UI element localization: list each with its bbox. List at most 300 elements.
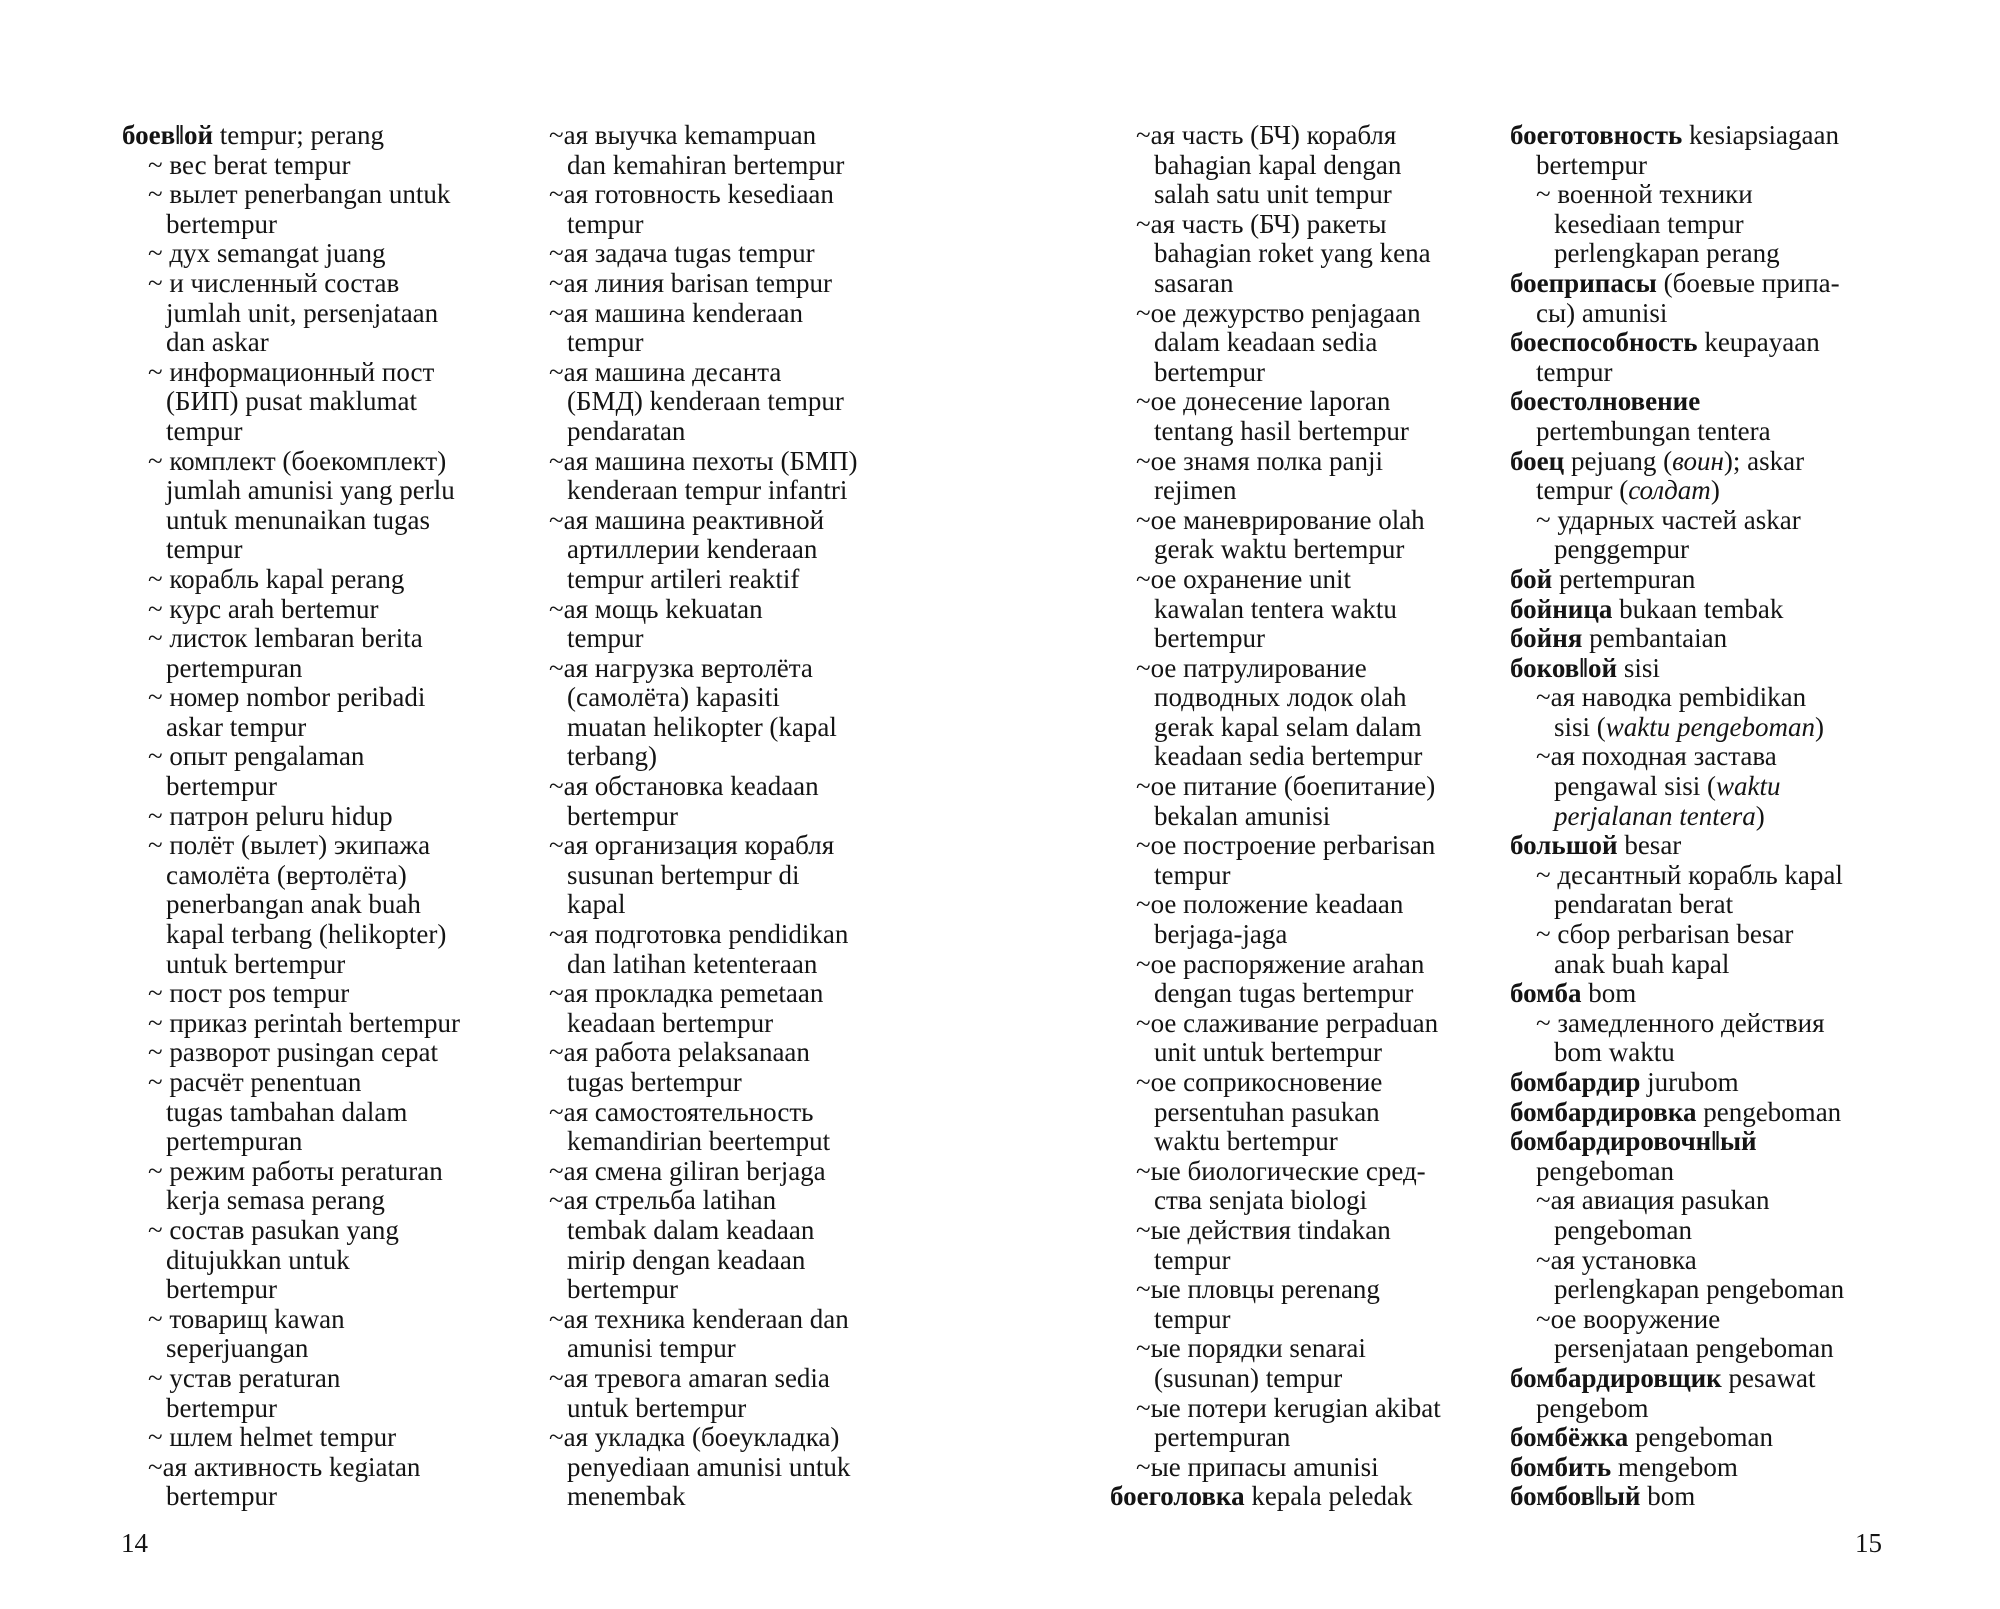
entry-text: ~ое вооружение bbox=[1536, 1303, 1721, 1334]
entry-text: gerak waktu bertempur bbox=[1154, 534, 1405, 565]
dictionary-entry-line bbox=[1110, 269, 1441, 299]
entry-italic-text: waktu pengeboman bbox=[1605, 711, 1815, 742]
entry-text: dengan tugas bertempur bbox=[1154, 978, 1414, 1009]
dictionary-entry-line bbox=[122, 1038, 460, 1068]
dictionary-headword-line bbox=[1510, 328, 1844, 358]
entry-text: ~ая подготовка pendidikan bbox=[549, 919, 849, 950]
dictionary-headword-line bbox=[1510, 595, 1844, 625]
dictionary-headword-line bbox=[1510, 387, 1844, 417]
entry-text: ditujukkan untuk bbox=[166, 1244, 350, 1275]
dictionary-entry-line bbox=[1510, 1246, 1844, 1276]
headword: бомбардир bbox=[1510, 1067, 1641, 1097]
dictionary-entry-line bbox=[122, 476, 460, 506]
entry-text: ~ вылет penerbangan untuk bbox=[148, 179, 451, 210]
headword: бомбов‖ый bbox=[1510, 1481, 1641, 1512]
entry-text: сы) amunisi bbox=[1536, 297, 1668, 328]
dictionary-entry-line bbox=[549, 328, 857, 358]
entry-text: muatan helikopter (kapal bbox=[567, 711, 837, 742]
entry-text: ~ая работа pelaksanaan bbox=[549, 1037, 810, 1068]
page-number-right: 15 bbox=[1855, 1528, 1882, 1558]
dictionary-entry-line bbox=[1510, 151, 1844, 181]
entry-text: keadaan bertempur bbox=[567, 1007, 774, 1038]
entry-text: ства senjata biologi bbox=[1154, 1185, 1368, 1216]
dictionary-entry-line bbox=[1510, 1009, 1844, 1039]
entry-text: ~ номер nombor peribadi bbox=[148, 682, 426, 713]
dictionary-entry-line bbox=[122, 1394, 460, 1424]
dictionary-entry-line bbox=[1110, 358, 1441, 388]
dictionary-entry-line bbox=[122, 239, 460, 269]
dictionary-entry-line bbox=[549, 210, 857, 240]
entry-text: pertempuran bbox=[166, 652, 303, 683]
entry-text: ~ые припасы amunisi bbox=[1136, 1451, 1379, 1482]
dictionary-entry-line bbox=[1110, 1275, 1441, 1305]
entry-text: untuk menunaikan tugas bbox=[166, 504, 430, 535]
entry-text: ~ая мощь kekuatan bbox=[549, 593, 763, 624]
entry-text: ~ая походная застава bbox=[1536, 741, 1777, 772]
dictionary-entry-line bbox=[122, 920, 460, 950]
entry-italic-text: воин bbox=[1672, 445, 1724, 476]
entry-text: tempur bbox=[567, 327, 644, 358]
dictionary-entry-line bbox=[549, 683, 857, 713]
entry-text: unit untuk bertempur bbox=[1154, 1037, 1382, 1068]
dictionary-entry-line bbox=[122, 535, 460, 565]
entry-text: ~ое патрулирование bbox=[1136, 652, 1367, 683]
entry-text: pertempuran bbox=[166, 1126, 303, 1157]
dictionary-headword-line bbox=[1510, 1423, 1844, 1453]
entry-text: mengebom bbox=[1611, 1451, 1738, 1482]
dictionary-entry-line bbox=[122, 654, 460, 684]
dictionary-entry-line bbox=[549, 1453, 857, 1483]
entry-text: mirip dengan keadaan bbox=[567, 1244, 806, 1275]
headword: боец bbox=[1510, 445, 1565, 476]
entry-text: ~ая стрельба latihan bbox=[549, 1185, 777, 1216]
entry-text: (БИП) pusat maklumat bbox=[166, 386, 417, 417]
entry-text: pesawat bbox=[1721, 1362, 1816, 1393]
entry-text: ~ые потери kerugian akibat bbox=[1136, 1392, 1441, 1423]
entry-text: sisi ( bbox=[1554, 711, 1606, 742]
entry-text: ~ая машина kenderaan bbox=[549, 297, 803, 328]
entry-text: bom waktu bbox=[1554, 1037, 1675, 1068]
entry-text: ~ая активность kegiatan bbox=[148, 1451, 421, 1482]
column-2 bbox=[549, 121, 857, 1512]
dictionary-entry-line bbox=[549, 476, 857, 506]
headword: боеспособность bbox=[1510, 327, 1698, 358]
entry-text: bukaan tembak bbox=[1612, 593, 1784, 624]
entry-text: ~ая часть (БЧ) корабля bbox=[1136, 120, 1397, 150]
dictionary-entry-line bbox=[1110, 239, 1441, 269]
dictionary-entry-line bbox=[1110, 920, 1441, 950]
entry-text: jurubom bbox=[1640, 1067, 1739, 1097]
headword: бой bbox=[1510, 563, 1553, 594]
entry-text: terbang) bbox=[567, 741, 657, 772]
dictionary-entry-line bbox=[549, 565, 857, 595]
entry-text: kemandirian beertemput bbox=[567, 1126, 831, 1157]
dictionary-entry-line bbox=[122, 1334, 460, 1364]
headword: боеприпасы bbox=[1510, 267, 1657, 298]
entry-text: bekalan amunisi bbox=[1154, 800, 1331, 831]
entry-text: ~ая машина реактивной bbox=[549, 504, 825, 535]
entry-text: pertempuran bbox=[1154, 1422, 1291, 1453]
entry-text: kerja semasa perang bbox=[166, 1185, 385, 1216]
entry-text: pendaratan berat bbox=[1554, 889, 1734, 920]
dictionary-entry-line bbox=[122, 772, 460, 802]
entry-text: pengeboman bbox=[1696, 1096, 1842, 1127]
entry-text: ~ое дежурство penjagaan bbox=[1136, 297, 1421, 328]
dictionary-entry-line bbox=[549, 1364, 857, 1394]
entry-text: ~ корабль kapal perang bbox=[148, 563, 405, 594]
dictionary-entry-line bbox=[549, 269, 857, 299]
dictionary-entry-line bbox=[1510, 713, 1844, 743]
entry-text: bertempur bbox=[567, 800, 678, 831]
headword: боков‖ой bbox=[1510, 652, 1618, 683]
dictionary-entry-line bbox=[1510, 476, 1844, 506]
entry-text: ~ые пловцы perenang bbox=[1136, 1274, 1380, 1305]
entry-text: ~ое донесение laporan bbox=[1136, 386, 1391, 417]
entry-text: ~ сбор perbarisan besar bbox=[1536, 919, 1794, 950]
dictionary-entry-line bbox=[122, 890, 460, 920]
entry-text: bertempur bbox=[166, 771, 277, 802]
dictionary-entry-line bbox=[122, 180, 460, 210]
entry-text: ~ое питание (боепитание) bbox=[1136, 771, 1436, 802]
entry-text: ~ая задача tugas tempur bbox=[549, 238, 815, 269]
entry-text: bahagian roket yang kena bbox=[1154, 238, 1431, 269]
dictionary-headword-line bbox=[1110, 1482, 1441, 1512]
entry-text: (боевые припа- bbox=[1656, 267, 1840, 298]
dictionary-headword-line bbox=[1510, 1127, 1844, 1157]
entry-text: tempur; perang bbox=[213, 120, 384, 150]
entry-text: persentuhan pasukan bbox=[1154, 1096, 1380, 1127]
entry-text: berjaga-jaga bbox=[1154, 919, 1288, 950]
dictionary-entry-line bbox=[122, 1423, 460, 1453]
dictionary-entry-line bbox=[1110, 447, 1441, 477]
entry-text: ~ая прокладка pemetaan bbox=[549, 978, 824, 1009]
entry-text: keupayaan bbox=[1697, 327, 1820, 358]
entry-text: pendaratan bbox=[567, 415, 686, 446]
dictionary-entry-line bbox=[122, 624, 460, 654]
entry-text: ~ые порядки senarai bbox=[1136, 1333, 1366, 1364]
dictionary-entry-line bbox=[1110, 328, 1441, 358]
dictionary-entry-line bbox=[1110, 861, 1441, 891]
dictionary-entry-line bbox=[122, 1068, 460, 1098]
dictionary-entry-line bbox=[1110, 1098, 1441, 1128]
dictionary-entry-line bbox=[122, 387, 460, 417]
entry-text: pengebom bbox=[1536, 1392, 1649, 1423]
entry-text: penyediaan amunisi untuk bbox=[567, 1451, 851, 1482]
dictionary-entry-line bbox=[1110, 595, 1441, 625]
dictionary-entry-line bbox=[1510, 861, 1844, 891]
entry-text: kepala peledak bbox=[1244, 1481, 1413, 1512]
dictionary-entry-line bbox=[549, 802, 857, 832]
dictionary-entry-line bbox=[549, 890, 857, 920]
entry-text-tail: ) bbox=[1710, 475, 1720, 506]
dictionary-entry-line bbox=[1110, 151, 1441, 181]
entry-text: salah satu unit tempur bbox=[1154, 179, 1392, 210]
entry-italic-text: perjalanan tentera bbox=[1554, 800, 1756, 831]
dictionary-entry-line bbox=[549, 624, 857, 654]
dictionary-entry-line bbox=[1510, 802, 1844, 832]
headword: бомбёжка bbox=[1510, 1422, 1629, 1453]
entry-text: bertempur bbox=[567, 1274, 678, 1305]
headword: бомбардировщик bbox=[1510, 1362, 1722, 1393]
dictionary-entry-line bbox=[1110, 654, 1441, 684]
dictionary-entry-line bbox=[1510, 239, 1844, 269]
dictionary-entry-line bbox=[549, 1275, 857, 1305]
dictionary-entry-line bbox=[122, 210, 460, 240]
dictionary-entry-line bbox=[122, 1275, 460, 1305]
entry-text: ~ое распоряжение arahan bbox=[1136, 948, 1425, 979]
entry-text: tugas bertempur bbox=[567, 1067, 742, 1097]
dictionary-entry-line bbox=[549, 387, 857, 417]
dictionary-entry-line bbox=[549, 1038, 857, 1068]
column-4 bbox=[1510, 121, 1844, 1512]
entry-text: tentang hasil bertempur bbox=[1154, 415, 1409, 446]
dictionary-entry-line bbox=[1110, 979, 1441, 1009]
dictionary-entry-line bbox=[1110, 802, 1441, 832]
dictionary-entry-line bbox=[1510, 1394, 1844, 1424]
entry-text: tempur bbox=[166, 415, 243, 446]
entry-text: tempur bbox=[166, 534, 243, 565]
entry-text: ~ая выучка kemampuan bbox=[549, 120, 817, 150]
entry-text: untuk bertempur bbox=[166, 948, 346, 979]
entry-text: артиллерии kenderaan bbox=[567, 534, 818, 565]
dictionary-entry-line bbox=[549, 713, 857, 743]
entry-text: bertempur bbox=[166, 1392, 277, 1423]
dictionary-headword-line bbox=[1510, 654, 1844, 684]
entry-text: kapal bbox=[567, 889, 626, 920]
entry-text: ~ая наводка pembidikan bbox=[1536, 682, 1807, 713]
dictionary-entry-line bbox=[549, 1216, 857, 1246]
headword: бомбардировка bbox=[1510, 1096, 1697, 1127]
dictionary-entry-line bbox=[1510, 742, 1844, 772]
entry-text: ~ая тревога amaran sedia bbox=[549, 1362, 830, 1393]
entry-text: pengawal sisi ( bbox=[1554, 771, 1716, 802]
dictionary-entry-line bbox=[1110, 387, 1441, 417]
entry-text: ~ая линия barisan tempur bbox=[549, 267, 832, 298]
dictionary-entry-line bbox=[1110, 1394, 1441, 1424]
entry-text: tempur bbox=[1154, 1303, 1231, 1334]
entry-text: ~ расчёт penentuan bbox=[148, 1067, 362, 1097]
entry-text: pengeboman bbox=[1536, 1155, 1674, 1186]
entry-text: tempur bbox=[1154, 859, 1231, 890]
dictionary-entry-line bbox=[122, 328, 460, 358]
entry-text: ~ дух semangat juang bbox=[148, 238, 386, 269]
entry-text: подводных лодок olah bbox=[1154, 682, 1407, 713]
entry-text: anak buah kapal bbox=[1554, 948, 1730, 979]
dictionary-headword-line bbox=[1510, 1068, 1844, 1098]
dictionary-headword-line bbox=[122, 121, 460, 151]
entry-text: ~ замедленного действия bbox=[1536, 1007, 1825, 1038]
entry-text: bertempur bbox=[166, 1274, 277, 1305]
dictionary-entry-line bbox=[549, 239, 857, 269]
dictionary-entry-line bbox=[1110, 890, 1441, 920]
dictionary-headword-line bbox=[1510, 1098, 1844, 1128]
dictionary-entry-line bbox=[1510, 1275, 1844, 1305]
dictionary-headword-line bbox=[1510, 831, 1844, 861]
dictionary-entry-line bbox=[122, 358, 460, 388]
dictionary-entry-line bbox=[1510, 1216, 1844, 1246]
dictionary-headword-line bbox=[1510, 447, 1844, 477]
entry-text: ~ая самостоятельность bbox=[549, 1096, 814, 1127]
dictionary-entry-line bbox=[1510, 210, 1844, 240]
dictionary-entry-line bbox=[122, 742, 460, 772]
dictionary-entry-line bbox=[1110, 1157, 1441, 1187]
entry-text: susunan bertempur di bbox=[567, 859, 800, 890]
entry-text: ~ и численный состав bbox=[148, 267, 400, 298]
entry-text: ~ приказ perintah bertempur bbox=[148, 1007, 461, 1038]
dictionary-entry-line bbox=[1110, 831, 1441, 861]
entry-text: ~ курс arah bertemur bbox=[148, 593, 379, 624]
dictionary-entry-line bbox=[1510, 1157, 1844, 1187]
dictionary-entry-line bbox=[549, 417, 857, 447]
dictionary-entry-line bbox=[549, 1157, 857, 1187]
dictionary-entry-line bbox=[1110, 624, 1441, 654]
headword: боеголовка bbox=[1110, 1481, 1245, 1512]
dictionary-entry-line bbox=[1510, 1186, 1844, 1216]
entry-text: kesediaan tempur bbox=[1554, 208, 1744, 239]
entry-text-tail: ); askar bbox=[1723, 445, 1805, 476]
dictionary-entry-line bbox=[1110, 1068, 1441, 1098]
entry-text: ~ая часть (БЧ) ракеты bbox=[1136, 208, 1387, 239]
entry-text: ~ые биологические сред- bbox=[1136, 1155, 1426, 1186]
entry-text: kesiapsiagaan bbox=[1682, 120, 1839, 150]
entry-text: bertempur bbox=[166, 1481, 277, 1512]
entry-text-tail: ) bbox=[1755, 800, 1765, 831]
dictionary-entry-line bbox=[122, 447, 460, 477]
dictionary-entry-line bbox=[549, 447, 857, 477]
dictionary-entry-line bbox=[1510, 683, 1844, 713]
entry-text: menembak bbox=[567, 1481, 686, 1512]
entry-text: bahagian kapal dengan bbox=[1154, 149, 1402, 180]
dictionary-entry-line bbox=[122, 565, 460, 595]
entry-text: pertempuran bbox=[1552, 563, 1696, 594]
dictionary-entry-line bbox=[549, 920, 857, 950]
entry-text: ~ состав pasukan yang bbox=[148, 1214, 399, 1245]
entry-text: ~ое знамя полка panji bbox=[1136, 445, 1384, 476]
entry-text: ~ листок lembaran berita bbox=[148, 623, 423, 654]
dictionary-entry-line bbox=[549, 1305, 857, 1335]
entry-text: tugas tambahan dalam bbox=[166, 1096, 408, 1127]
dictionary-entry-line bbox=[1110, 683, 1441, 713]
dictionary-entry-line bbox=[1110, 1038, 1441, 1068]
dictionary-entry-line bbox=[1110, 713, 1441, 743]
entry-text: askar tempur bbox=[166, 711, 307, 742]
dictionary-entry-line bbox=[1110, 121, 1441, 151]
dictionary-entry-line bbox=[1110, 299, 1441, 329]
entry-text: ~ое построение perbarisan bbox=[1136, 830, 1436, 861]
dictionary-entry-line bbox=[1510, 1305, 1844, 1335]
headword: бомба bbox=[1510, 978, 1582, 1009]
dictionary-entry-line bbox=[122, 151, 460, 181]
entry-text: perlengkapan pengeboman bbox=[1554, 1274, 1845, 1305]
dictionary-entry-line bbox=[549, 1246, 857, 1276]
entry-text: ~ое положение keadaan bbox=[1136, 889, 1404, 920]
dictionary-entry-line bbox=[122, 595, 460, 625]
dictionary-headword-line bbox=[1510, 1482, 1844, 1512]
headword: бойница bbox=[1510, 593, 1613, 624]
dictionary-entry-line bbox=[1510, 358, 1844, 388]
dictionary-entry-line bbox=[549, 950, 857, 980]
dictionary-entry-line bbox=[122, 1157, 460, 1187]
dictionary-entry-line bbox=[1110, 1453, 1441, 1483]
dictionary-entry-line bbox=[122, 1482, 460, 1512]
entry-text: ~ полёт (вылет) экипажа bbox=[148, 830, 431, 861]
dictionary-entry-line bbox=[122, 1009, 460, 1039]
dictionary-entry-line bbox=[549, 654, 857, 684]
dictionary-entry-line bbox=[122, 1453, 460, 1483]
dictionary-entry-line bbox=[549, 772, 857, 802]
entry-text: besar bbox=[1617, 830, 1682, 861]
headword: бойня bbox=[1510, 623, 1583, 654]
entry-text: untuk bertempur bbox=[567, 1392, 747, 1423]
dictionary-entry-line bbox=[1110, 565, 1441, 595]
entry-text: ~ая нагрузка вертолёта bbox=[549, 652, 813, 683]
entry-text: tempur artileri reaktif bbox=[567, 563, 800, 594]
entry-text: ~ое охранение unit bbox=[1136, 563, 1352, 594]
dictionary-entry-line bbox=[1110, 180, 1441, 210]
dictionary-entry-line bbox=[1510, 535, 1844, 565]
entry-text: ~ая техника kenderaan dan bbox=[549, 1303, 849, 1334]
entry-text: sasaran bbox=[1154, 267, 1234, 298]
page-number-left: 14 bbox=[121, 1528, 148, 1558]
entry-text: bom bbox=[1640, 1481, 1696, 1512]
dictionary-entry-line bbox=[549, 151, 857, 181]
entry-text: pengeboman bbox=[1554, 1214, 1692, 1245]
entry-text: ~ комплект (боекомплект) bbox=[148, 445, 447, 476]
dictionary-entry-line bbox=[549, 358, 857, 388]
column-1 bbox=[122, 121, 460, 1512]
entry-text: ~ ударных частей askar bbox=[1536, 504, 1801, 535]
dictionary-entry-line bbox=[549, 1009, 857, 1039]
headword: боестолновение bbox=[1510, 386, 1701, 417]
dictionary-entry-line bbox=[549, 121, 857, 151]
entry-text: jumlah amunisi yang perlu bbox=[166, 475, 455, 506]
dictionary-headword-line bbox=[1510, 121, 1844, 151]
dictionary-entry-line bbox=[122, 299, 460, 329]
entry-text: bertempur bbox=[1154, 623, 1265, 654]
dictionary-entry-line bbox=[549, 595, 857, 625]
entry-text: bom bbox=[1581, 978, 1637, 1009]
dictionary-headword-line bbox=[1510, 979, 1844, 1009]
entry-text-tail: ) bbox=[1814, 711, 1824, 742]
dictionary-entry-line bbox=[1110, 1423, 1441, 1453]
entry-text: bertempur bbox=[1154, 356, 1265, 387]
dictionary-entry-line bbox=[549, 1423, 857, 1453]
dictionary-entry-line bbox=[1510, 1334, 1844, 1364]
dictionary-entry-line bbox=[1110, 417, 1441, 447]
dictionary-entry-line bbox=[122, 831, 460, 861]
entry-text: amunisi tempur bbox=[567, 1333, 736, 1364]
headword: бомбардировочн‖ый bbox=[1510, 1126, 1757, 1157]
dictionary-entry-line bbox=[1510, 772, 1844, 802]
entry-text: ~ режим работы peraturan bbox=[148, 1155, 443, 1186]
entry-italic-text: waktu bbox=[1715, 771, 1781, 802]
dictionary-entry-line bbox=[549, 299, 857, 329]
dictionary-entry-line bbox=[1510, 890, 1844, 920]
dictionary-headword-line bbox=[1510, 624, 1844, 654]
entry-text: tembak dalam keadaan bbox=[567, 1214, 815, 1245]
dictionary-entry-line bbox=[1110, 772, 1441, 802]
dictionary-entry-line bbox=[549, 861, 857, 891]
headword: большой bbox=[1510, 830, 1618, 861]
entry-text: gerak kapal selam dalam bbox=[1154, 711, 1422, 742]
dictionary-entry-line bbox=[1110, 535, 1441, 565]
dictionary-entry-line bbox=[122, 1305, 460, 1335]
dictionary-entry-line bbox=[549, 742, 857, 772]
entry-text: seperjuangan bbox=[166, 1333, 309, 1364]
entry-text: ~ вес berat tempur bbox=[148, 149, 351, 180]
entry-text: ~ое слаживание perpaduan bbox=[1136, 1007, 1439, 1038]
entry-text: ~ая готовность kesediaan bbox=[549, 179, 834, 210]
